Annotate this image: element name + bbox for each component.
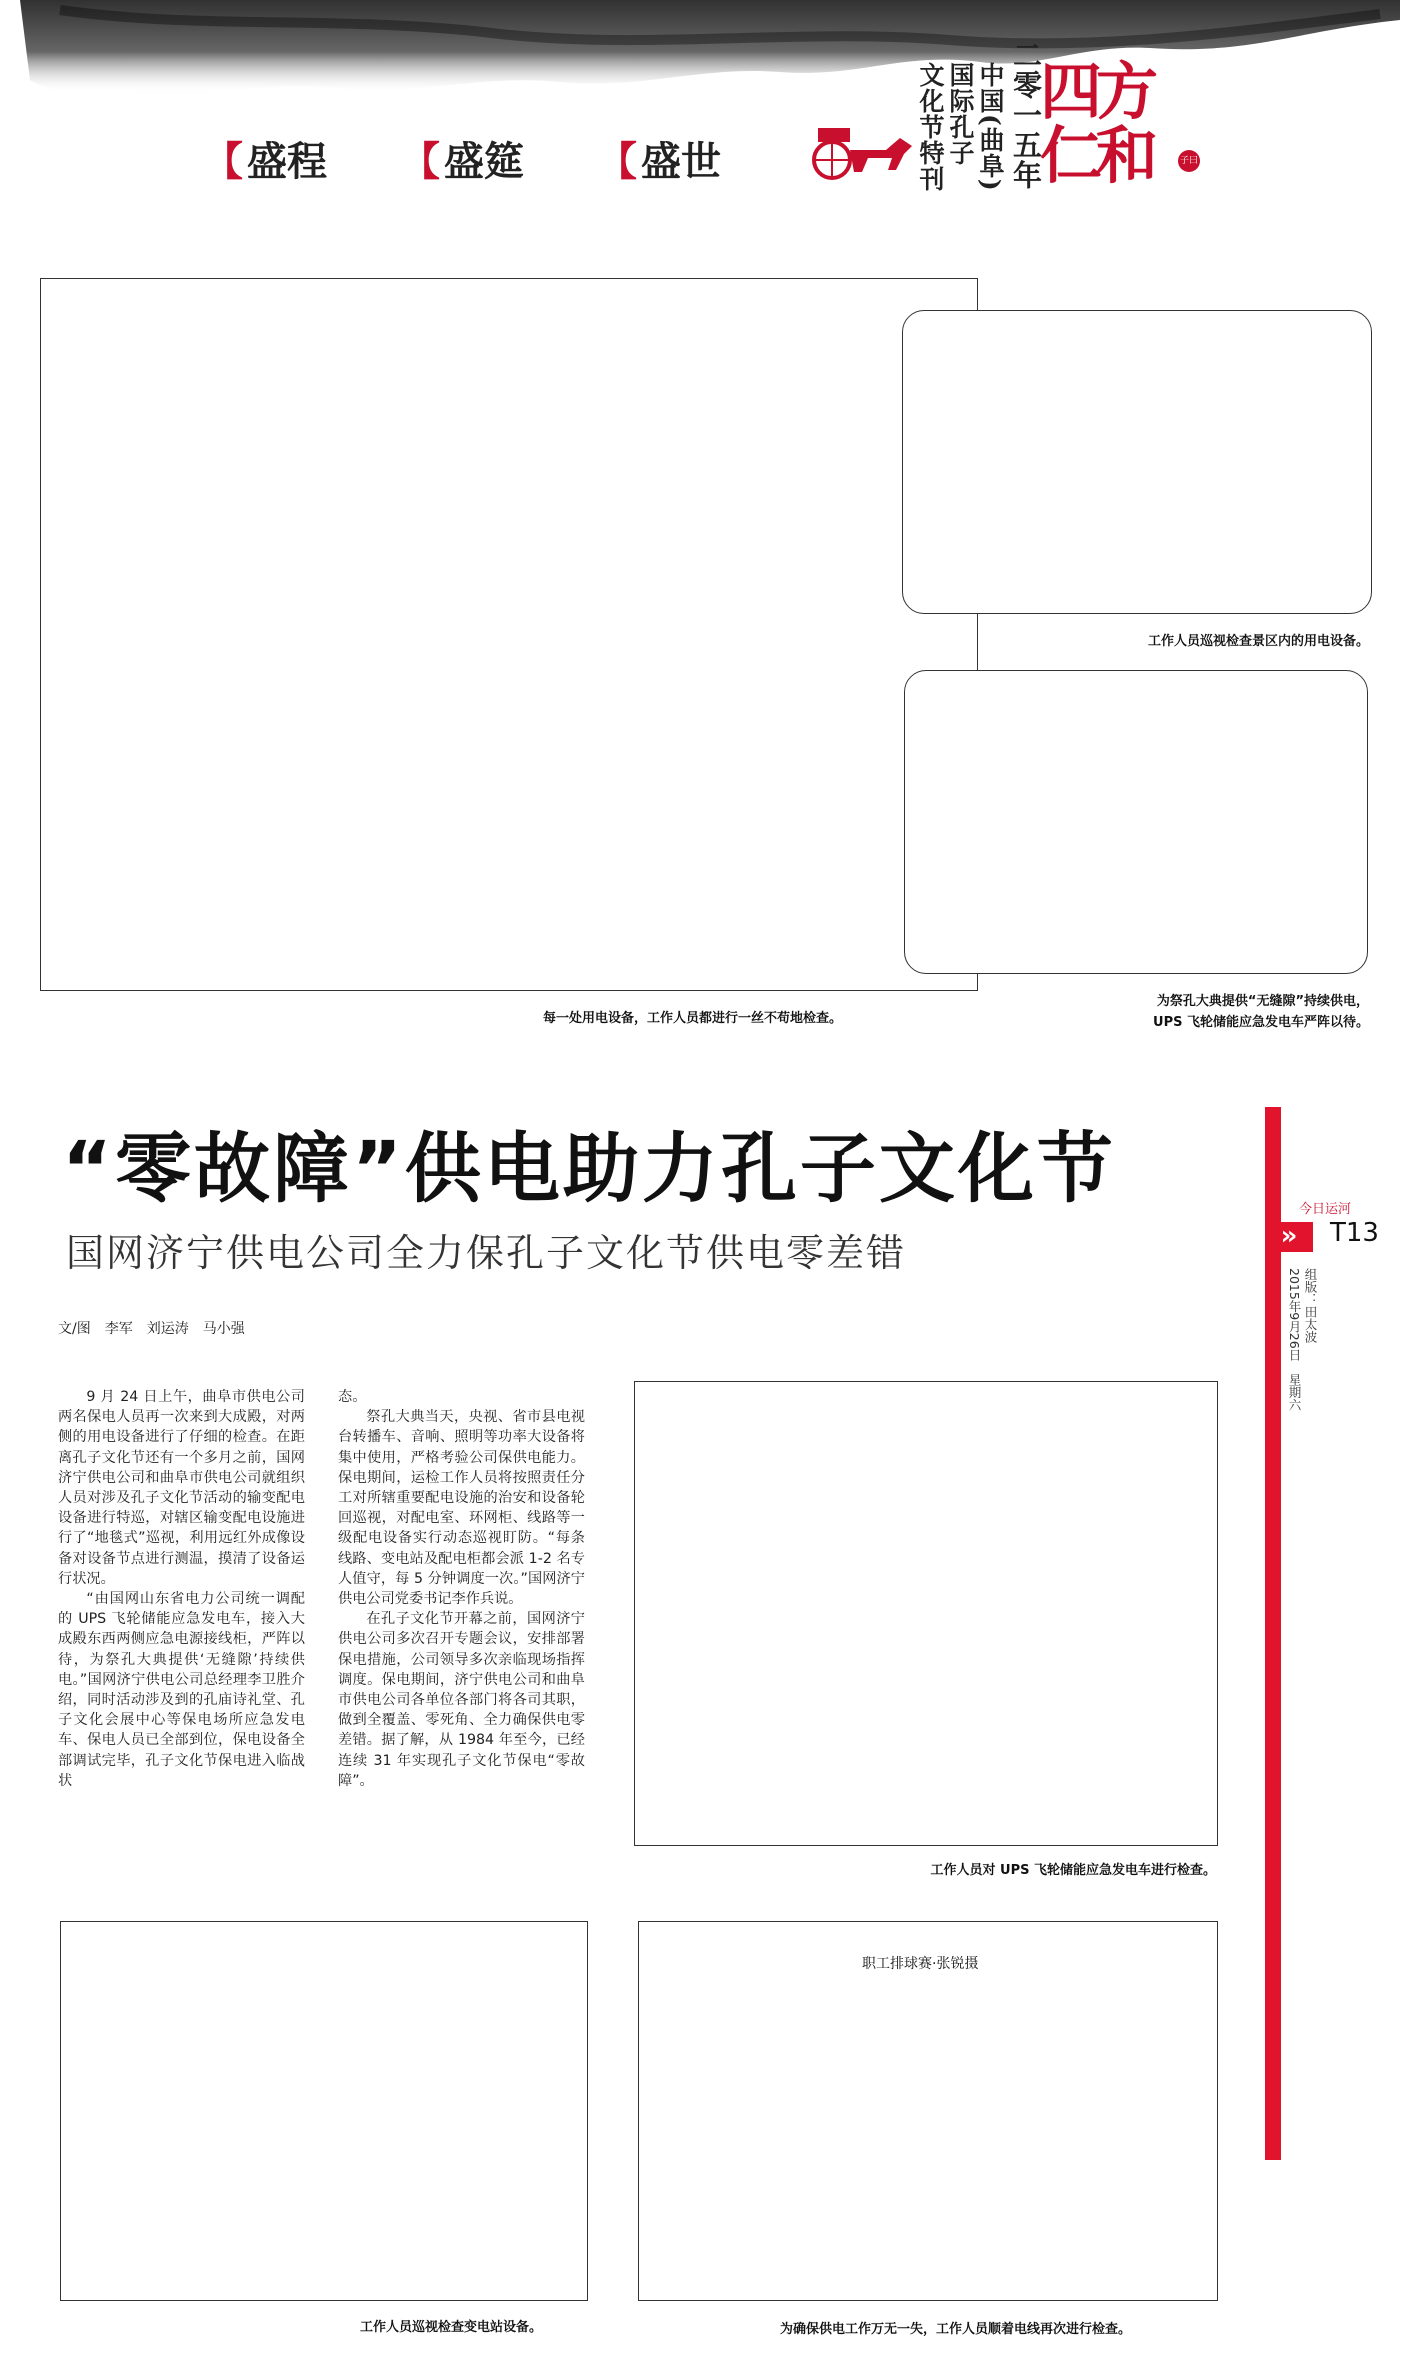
photo-right-top [902, 310, 1372, 614]
article-subheadline: 国网济宁供电公司全力保孔子文化节供电零差错 [66, 1231, 907, 1275]
paragraph: 在孔子文化节开幕之前，国网济宁供电公司多次召开专题会议，安排部署保电措施，公司领导多次亲临现场指挥调度。保电期间，济宁供电公司和曲阜市供电公司各单位各部门将各司其职，做到全覆盖、零死角、全力确保供电零差错。据了解，从 1984 年至今，已经连续 31 年实现孔子文化节保电“零故障”。 [338, 1611, 585, 1789]
tab-bracket: 【 [400, 138, 440, 185]
issue-date: 2015年9月26日 星期六 [1287, 1268, 1302, 1412]
page-number: T13 [1330, 1218, 1379, 1248]
caption-right-top: 工作人员巡视检查景区内的用电设备。 [1147, 634, 1369, 649]
chariot-logo-icon [808, 120, 918, 184]
caption-right-bottom-2: UPS 飞轮储能应急发电车严阵以待。 [1153, 1015, 1369, 1030]
tab-label: 盛程 [247, 138, 327, 185]
edition-column-3: 国际孔子 [946, 62, 975, 166]
sirenhe-logo [1040, 55, 1200, 192]
edition-column-4: 文化节特刊 [916, 62, 945, 192]
paragraph: 态。 [338, 1389, 367, 1405]
section-tab-shengshi[interactable] [597, 130, 721, 187]
red-side-bar [1265, 1107, 1281, 2160]
layout-editor: 组版：田太波 [1303, 1268, 1318, 1343]
section-tab-shengcheng[interactable] [203, 130, 327, 187]
logo-text: 四方仁和 [1040, 55, 1153, 192]
caption-bottom-right: 为确保供电工作万无一失，工作人员顺着电线再次进行检查。 [780, 2322, 1132, 2337]
edition-column-2: 中国(曲阜) [976, 62, 1005, 192]
tab-label: 盛筵 [444, 138, 524, 185]
photo-right-bottom [904, 670, 1368, 974]
edition-column-1: 二零一五年 [1009, 40, 1043, 190]
chevron-right-icon: » [1265, 1222, 1313, 1252]
tab-bracket: 【 [203, 138, 243, 185]
tab-bracket: 【 [597, 138, 637, 185]
paragraph: “由国网山东省电力公司统一调配的 UPS 飞轮储能应急发电车，接入大成殿东西两侧应急电源接线柜，严阵以待，为祭孔大典提供‘无缝隙’持续供电。”国网济宁供电公司总经理李卫胜介绍，同时活动涉及到的孔庙诗礼堂、孔子文化会展中心等保电场所应急发电车、保电人员已全部到位，保电设备全部调试完毕，孔子文化节保电进入临战状 [58, 1591, 305, 1789]
section-label: 今日运河 [1299, 1202, 1352, 1217]
article-byline: 文/图 李军 刘运涛 马小强 [58, 1321, 245, 1337]
caption-right-bottom-1: 为祭孔大典提供“无缝隙”持续供电， [1156, 994, 1369, 1009]
caption-bottom-left: 工作人员巡视检查变电站设备。 [360, 2320, 543, 2335]
photo-bottom-left [60, 1921, 588, 2301]
photo-mid-right [634, 1381, 1218, 1846]
paragraph: 祭孔大典当天，央视、省市县电视台转播车、音响、照明等功率大设备将集中使用，严格考验公司保供电能力。保电期间，运检工作人员将按照责任分工对所辖重要配电设施的治安和设备轮回巡视，对配电室、环网柜、线路等一级配电设备实行动态巡视盯防。“每条线路、变电站及配电柜都会派 1-2 名专人值守，每 5 分钟调度一次。”国网济宁供电公司党委书记李作兵说。 [338, 1409, 585, 1608]
article-column-2 [338, 1387, 585, 1791]
in-photo-label: 职工排球赛·张锐摄 [862, 1956, 979, 1972]
tab-label: 盛世 [641, 138, 721, 185]
paragraph: 9 月 24 日上午，曲阜市供电公司两名保电人员再一次来到大成殿，对两侧的用电设备进行了仔细的检查。在距离孔子文化节还有一个多月之前，国网济宁供电公司和曲阜市供电公司就组织人员对涉及孔子文化节活动的输变配电设备进行特巡，对辖区输变配电设施进行了“地毯式”巡视，利用远红外成像设备对设备节点进行测温，摸清了设备运行状况。 [58, 1389, 305, 1587]
photo-bottom-right [638, 1921, 1218, 2301]
section-tab-shengyan[interactable] [400, 130, 524, 187]
caption-main-top: 每一处用电设备，工作人员都进行一丝不苟地检查。 [543, 1011, 843, 1026]
photo-main-top [40, 278, 978, 991]
article-headline: “零故障”供电助力孔子文化节 [62, 1124, 1116, 1213]
article-column-1 [58, 1387, 305, 1791]
logo-seal: 子曰 [1178, 150, 1200, 172]
caption-mid-right: 工作人员对 UPS 飞轮储能应急发电车进行检查。 [930, 1863, 1216, 1878]
